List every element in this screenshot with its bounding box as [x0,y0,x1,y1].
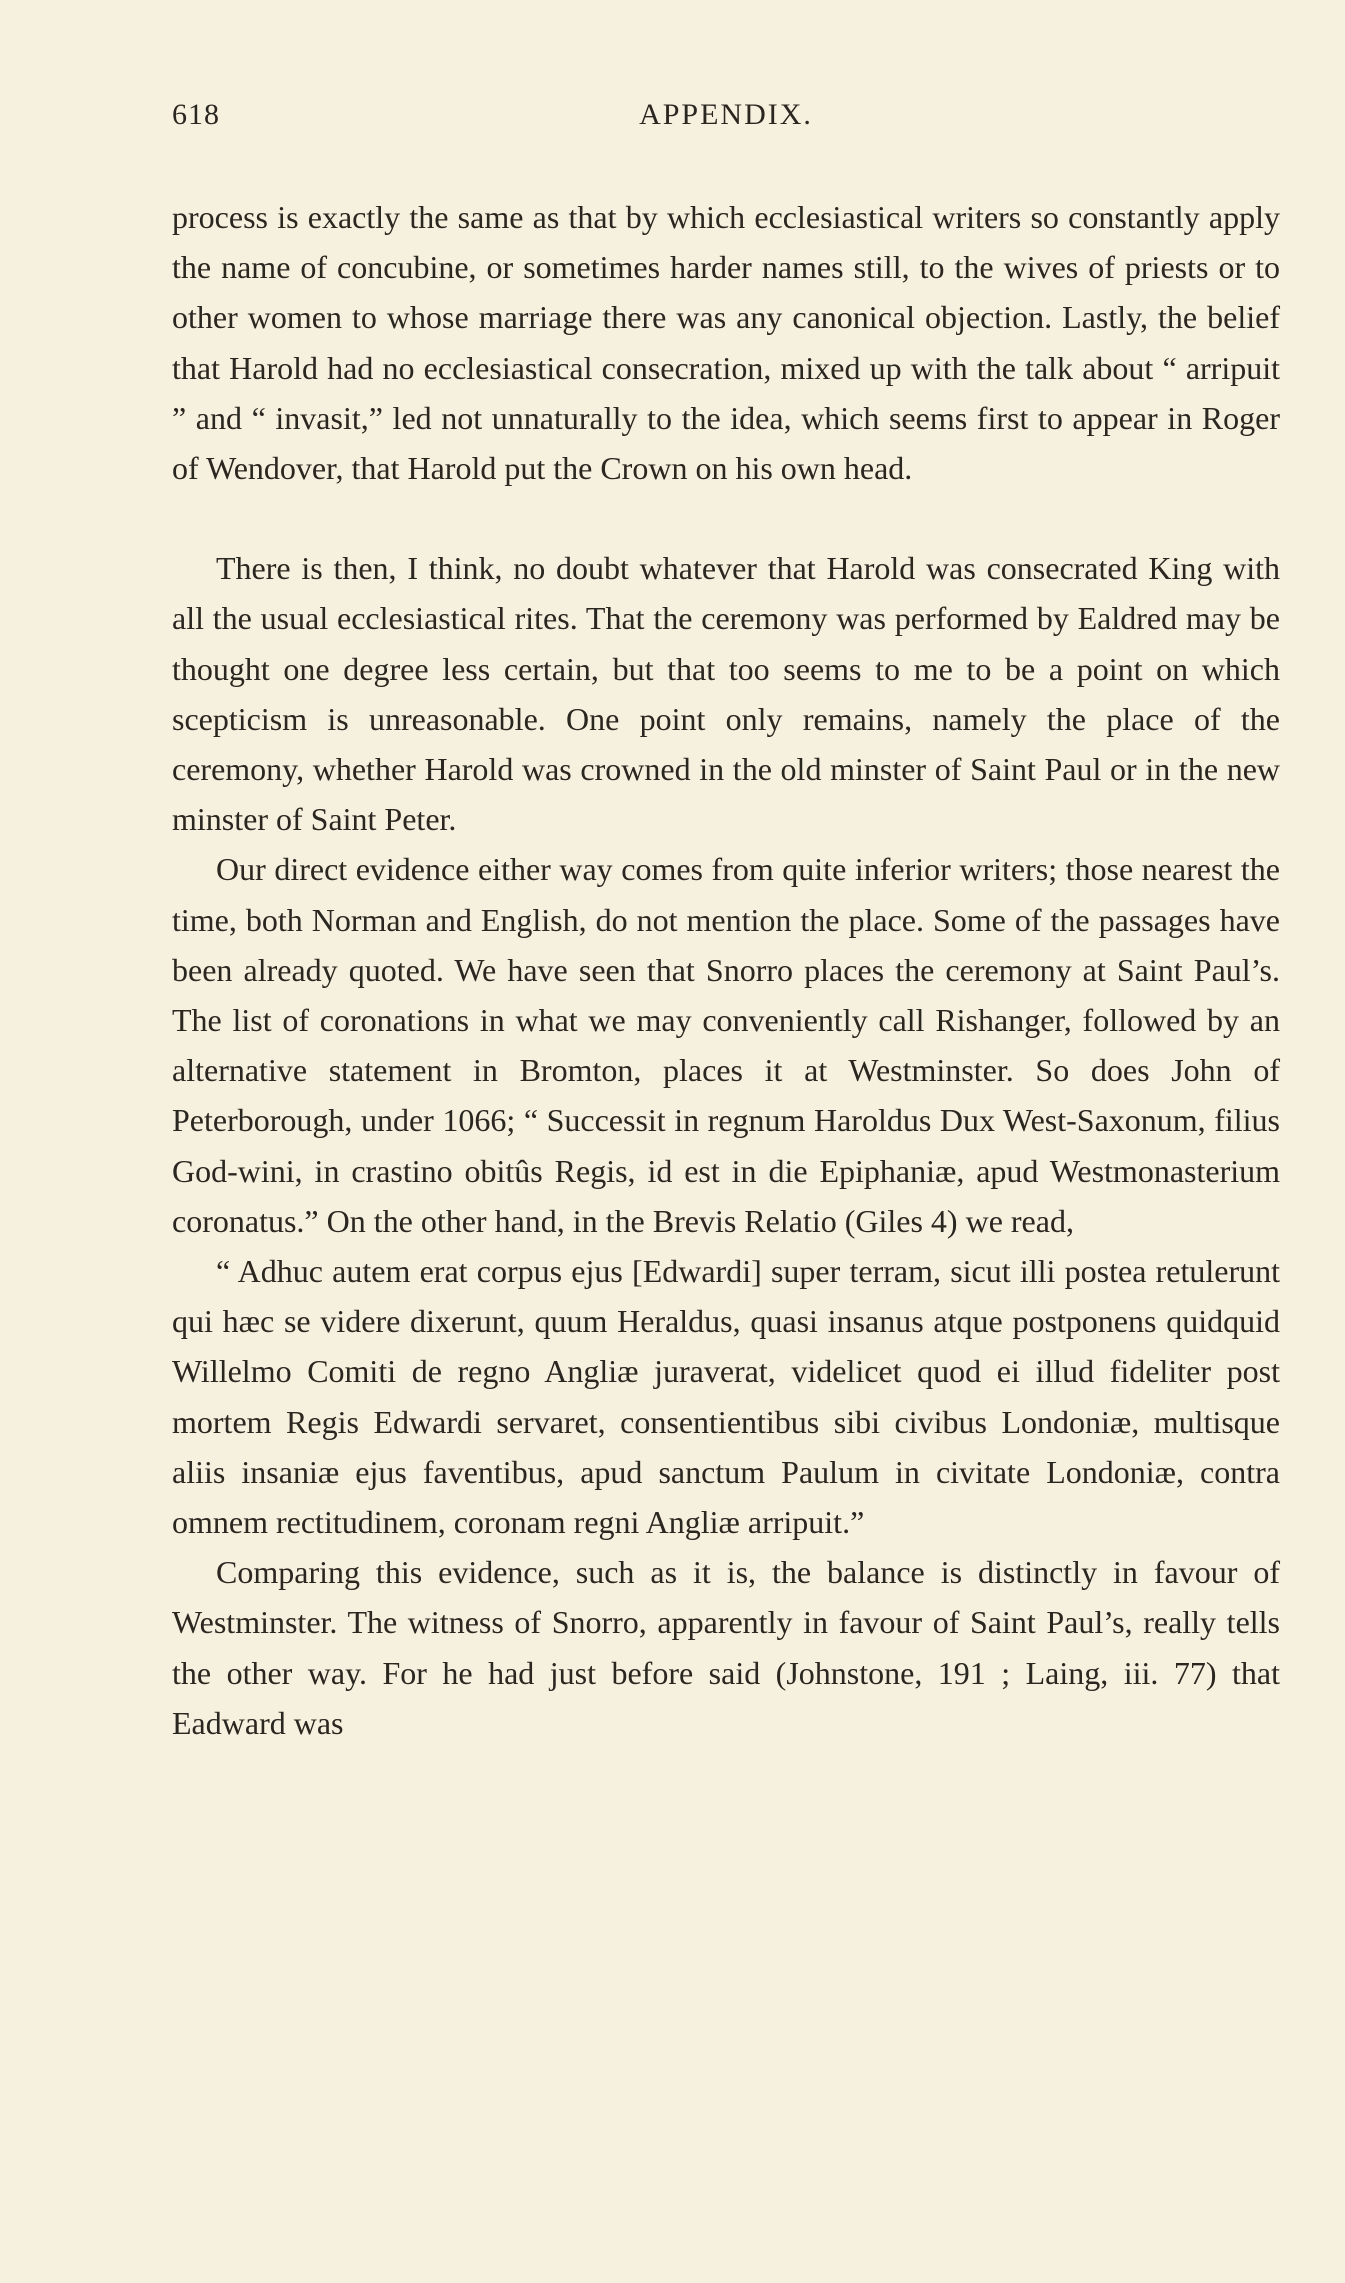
paragraph-1: process is exactly the same as that by which ecclesiastical writers so constantly apply the name of concubine, or sometimes harder names still, to the wives of priests or to other women to whose marriage there was any canonical objection. Lastly, the belief that Harold had no ecclesiastical consecration, mixed up with the talk about “ arripuit ” and “ invasit,” led not unnaturally to the idea, which seems first to appear in Roger of Wendover, that Harold put the Crown on his own head. [172,199,1280,487]
paragraph-2: There is then, I think, no doubt whatever that Harold was consecrated King with all the usual ecclesiastical rites. That the ceremony was performed by Ealdred may be thought one degree less certain, but that too seems to me to be a point on which scepticism is unreasonable. One point only remains, namely the place of the ceremony, whether Harold was crowned in the old minster of Saint Paul or in the new minster of Saint Peter. [172,550,1280,838]
body-text [172,192,1280,1748]
running-head: APPENDIX. [639,98,813,131]
section-gap [172,493,1280,543]
paragraph-3: Our direct evidence either way comes from quite inferior writers; those nearest the time, both Norman and English, do not mention the place. Some of the passages have been already quoted. We have seen that Snorro places the ceremony at Saint Paul’s. The list of coronations in what we may conveniently call Rishanger, followed by an alternative statement in Bromton, places it at Westminster. So does John of Peterborough, under 1066; “ Successit in regnum Haroldus Dux West-Saxonum, filius God-wini, in crastino obitûs Regis, id est in die Epiphaniæ, apud Westmonasterium coronatus.” On the other hand, in the Brevis Relatio (Giles 4) we read, [172,851,1280,1239]
page-header [172,98,1280,142]
quotation-paragraph: “ Adhuc autem erat corpus ejus [Edwardi] super terram, sicut illi postea retulerunt qui hæc se videre dixerunt, quum Heraldus, quasi insanus atque postponens quidquid Willelmo Comiti de regno Angliæ juraverat, videlicet quod ei illud fideliter post mortem Regis Edwardi servaret, consentientibus sibi civibus Londoniæ, multisque aliis insaniæ ejus faventibus, apud sanctum Paulum in civitate Londoniæ, contra omnem rectitudinem, coronam regni Angliæ arripuit.” [172,1253,1280,1541]
paragraph-5: Comparing this evidence, such as it is, the balance is distinctly in favour of Westminster. The witness of Snorro, apparently in favour of Saint Paul’s, really tells the other way. For he had just before said (Johnstone, 191 ; Laing, iii. 77) that Eadward was [172,1554,1280,1741]
page-number: 618 [172,98,220,131]
